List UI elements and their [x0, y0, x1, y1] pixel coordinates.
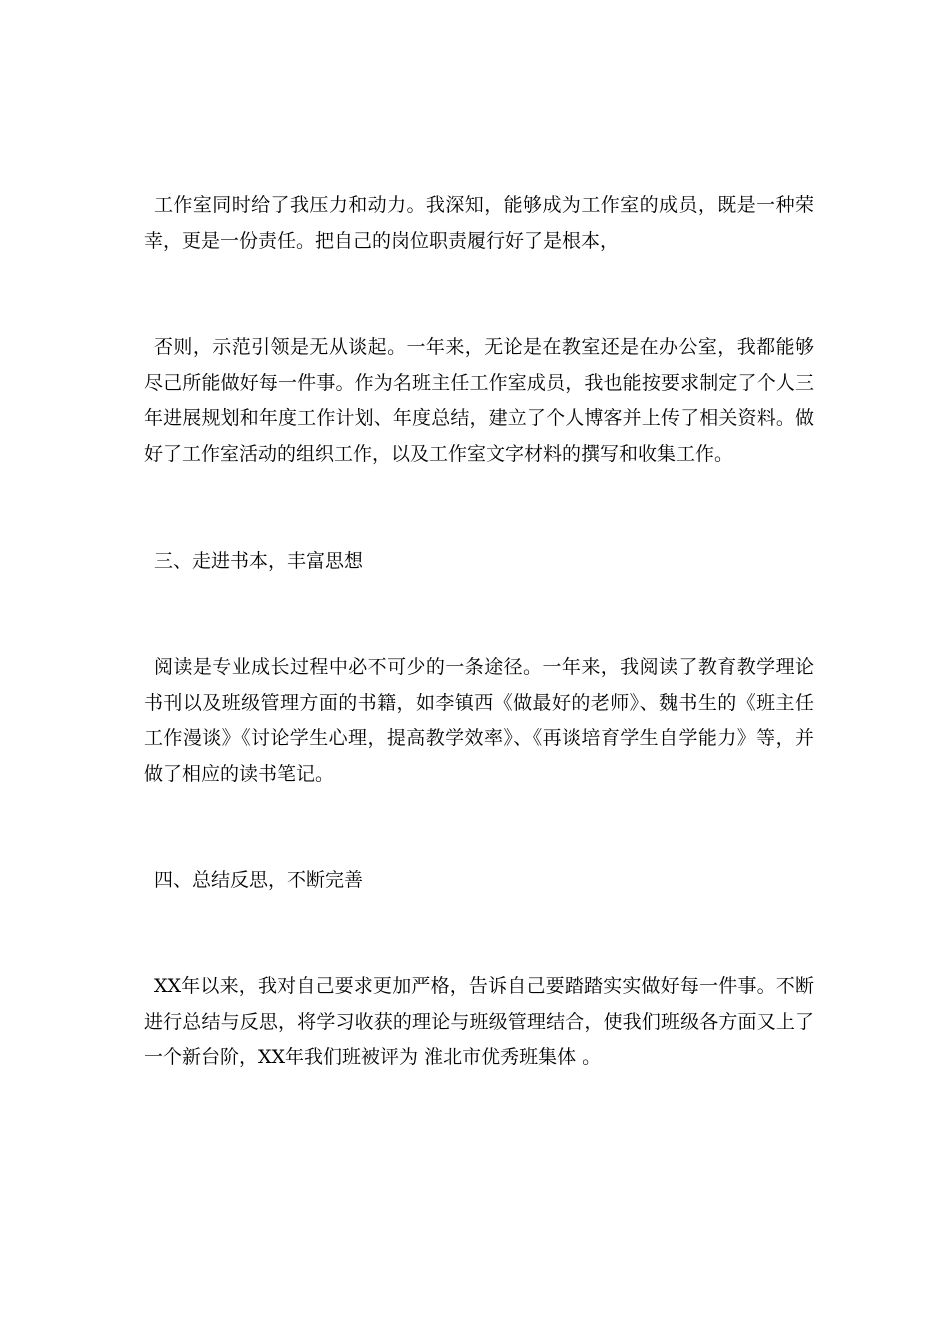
section-heading-4 — [144, 863, 814, 899]
section-heading-4-text: 四、总结反思，不断完善 — [154, 869, 364, 891]
section-heading-3 — [144, 544, 814, 580]
paragraph-2-text: 否则，示范引领是无从谈起。一年来，无论是在教室还是在办公室，我都能够尽己所能做好每一件事。作为名班主任工作室成员，我也能按要求制定了个人三年进展规划和年度工作计划、年度总结，建立了个人博客并上传了相关资料。做好了工作室活动的组织工作，以及工作室文字材料的撰写和收集工作。 — [144, 336, 814, 465]
paragraph-2 — [144, 330, 814, 472]
paragraph-3-text: 阅读是专业成长过程中必不可少的一条途径。一年来，我阅读了教育教学理论书刊以及班级管理方面的书籍，如李镇西《做最好的老师》、魏书生的《班主任工作漫谈》《讨论学生心理，提高教学效率》、《再谈培育学生自学能力》等，并做了相应的读书笔记。 — [144, 656, 814, 785]
section-heading-3-text: 三、走进书本，丰富思想 — [154, 550, 364, 572]
paragraph-1-text: 工作室同时给了我压力和动力。我深知，能够成为工作室的成员，既是一种荣幸，更是一份责任。把自己的岗位职责履行好了是根本， — [144, 194, 814, 252]
paragraph-4 — [144, 969, 814, 1076]
paragraph-4-text: XX年以来，我对自己要求更加严格，告诉自己要踏踏实实做好每一件事。不断进行总结与反思，将学习收获的理论与班级管理结合，使我们班级各方面又上了一个新台阶，XX年我们班被评为 淮北市优秀班集体 。 — [144, 975, 814, 1068]
paragraph-1 — [144, 188, 814, 259]
paragraph-3 — [144, 650, 814, 792]
